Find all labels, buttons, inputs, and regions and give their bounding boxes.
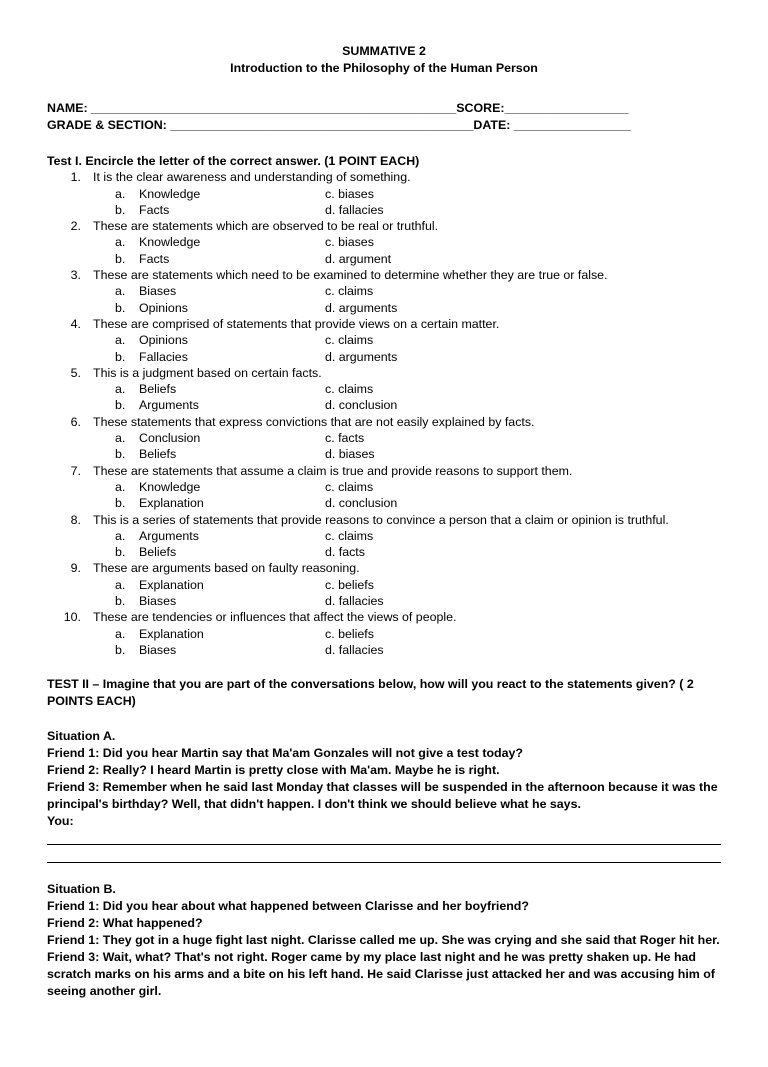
choice-letter: b.	[115, 349, 126, 364]
question-number: 3.	[70, 268, 81, 283]
choice-text: Facts	[139, 202, 170, 217]
choice-text: Facts	[139, 251, 170, 266]
answer-choices	[47, 283, 768, 316]
choice-letter: a.	[115, 382, 126, 397]
choice-letter: b.	[115, 300, 126, 315]
choice-text: c. claims	[325, 479, 374, 494]
situation-a-line: Friend 3: Remember when he said last Monday that classes will be suspended in the afternoon because it was the principal's birthday? Well, that didn't happen. I don't think we should believe what he says.	[47, 780, 718, 812]
answer-choices	[47, 332, 768, 365]
situation-b-label: Situation B.	[47, 882, 116, 897]
choice-c[interactable]	[325, 332, 373, 348]
choice-text: c. beliefs	[325, 626, 374, 641]
choice-d[interactable]	[325, 251, 391, 267]
choice-text: Beliefs	[139, 382, 177, 397]
situation-b	[47, 881, 721, 1000]
choice-letter: b.	[115, 202, 126, 217]
situation-b-line: Friend 1: They got in a huge fight last night. Clarisse called me up. She was crying and she said that Roger hit her.	[47, 933, 720, 948]
question-text: This is a judgment based on certain facts.	[93, 365, 322, 380]
answer-line[interactable]	[47, 845, 721, 863]
question-number: 10.	[63, 610, 81, 625]
question-text: This is a series of statements that provide reasons to convince a person that a claim or opinion is truthful.	[93, 512, 669, 527]
choice-letter: a.	[115, 333, 126, 348]
choice-text: c. claims	[325, 333, 374, 348]
question-item	[47, 414, 768, 430]
choice-letter: a.	[115, 528, 126, 543]
question-number: 1.	[70, 170, 81, 185]
choice-letter: a.	[115, 479, 126, 494]
choice-text: d. biases	[325, 447, 375, 462]
choice-text: Beliefs	[139, 545, 177, 560]
choice-d[interactable]	[325, 495, 397, 511]
choice-text: Beliefs	[139, 447, 177, 462]
choice-text: d. facts	[325, 545, 365, 560]
situation-a-label: Situation A.	[47, 729, 116, 744]
choice-text: d. fallacies	[325, 202, 384, 217]
choice-text: Opinions	[139, 300, 188, 315]
choice-text: Fallacies	[139, 349, 188, 364]
question-item	[47, 267, 768, 283]
question-item	[47, 512, 768, 528]
question-item	[47, 365, 768, 381]
choice-d[interactable]	[325, 349, 397, 365]
situation-a-line: Friend 1: Did you hear Martin say that Ma'am Gonzales will not give a test today?	[47, 746, 523, 761]
choice-text: c. biases	[325, 186, 374, 201]
choice-letter: b.	[115, 642, 126, 657]
test2-title: TEST II – Imagine that you are part of the conversations below, how will you react to the statements given? ( 2 POINTS EACH)	[47, 677, 694, 709]
answer-line[interactable]	[47, 830, 721, 845]
question-item	[47, 316, 768, 332]
question-number: 5.	[70, 365, 81, 380]
choice-text: d. argument	[325, 251, 392, 266]
choice-c[interactable]	[325, 283, 373, 299]
choice-text: Arguments	[139, 528, 199, 543]
grade-date-row: GRADE & SECTION: ____________________________________________DATE: _________________	[47, 118, 631, 132]
question-number: 8.	[70, 512, 81, 527]
choice-c[interactable]	[325, 234, 374, 250]
worksheet-page	[0, 43, 768, 1067]
test1-title: Test I. Encircle the letter of the correct answer. (1 POINT EACH)	[47, 154, 420, 168]
test1-question-list	[47, 169, 768, 658]
choice-letter: a.	[115, 235, 126, 250]
choice-c[interactable]	[325, 479, 373, 495]
choice-letter: b.	[115, 545, 126, 560]
question-number: 6.	[70, 414, 81, 429]
choice-text: Arguments	[139, 398, 199, 413]
choice-text: c. biases	[325, 235, 374, 250]
choice-text: Biases	[139, 284, 177, 299]
choice-text: Biases	[139, 594, 177, 609]
choice-text: d. fallacies	[325, 594, 384, 609]
answer-choices	[47, 577, 768, 610]
choice-d[interactable]	[325, 300, 397, 316]
choice-text: Explanation	[139, 626, 204, 641]
choice-d[interactable]	[325, 446, 375, 462]
question-number: 4.	[70, 316, 81, 331]
choice-text: d. conclusion	[325, 398, 398, 413]
question-text: These are tendencies or influences that affect the views of people.	[93, 610, 457, 625]
worksheet-title: SUMMATIVE 2	[342, 44, 426, 58]
answer-choices	[47, 626, 768, 659]
choice-letter: b.	[115, 496, 126, 511]
choice-c[interactable]	[325, 430, 364, 446]
situation-a	[47, 728, 721, 830]
choice-text: Knowledge	[139, 186, 201, 201]
choice-text: c. claims	[325, 382, 374, 397]
choice-d[interactable]	[325, 642, 384, 658]
situation-a-you-label: You:	[47, 814, 74, 829]
question-text: These are statements that assume a claim is true and provide reasons to support them.	[93, 463, 573, 478]
choice-text: Opinions	[139, 333, 188, 348]
situation-b-line: Friend 2: What happened?	[47, 916, 203, 931]
question-text: It is the clear awareness and understanding of something.	[93, 170, 411, 185]
choice-text: Explanation	[139, 577, 204, 592]
question-text: These are statements which need to be examined to determine whether they are true or false.	[93, 268, 608, 283]
choice-text: c. claims	[325, 284, 374, 299]
answer-choices	[47, 234, 768, 267]
choice-text: c. facts	[325, 431, 365, 446]
answer-choices	[47, 381, 768, 414]
choice-d[interactable]	[325, 202, 384, 218]
choice-d[interactable]	[325, 544, 365, 560]
name-score-row: NAME: _____________________________________________________SCORE:__________________	[47, 101, 629, 115]
choice-c[interactable]	[325, 528, 373, 544]
choice-letter: a.	[115, 577, 126, 592]
worksheet-header	[0, 43, 768, 77]
choice-text: c. beliefs	[325, 577, 374, 592]
situation-b-line: Friend 3: Wait, what? That's not right. Roger came by my place last night and he was pretty shaken up. He had scratch marks on his arms and a bite on his left hand. He said Clarisse just attacked her and was accusing him of seeing another girl.	[47, 950, 715, 999]
choice-c[interactable]	[325, 186, 374, 202]
question-text: These are comprised of statements that provide views on a certain matter.	[93, 316, 500, 331]
choice-text: d. fallacies	[325, 642, 384, 657]
choice-letter: b.	[115, 398, 126, 413]
choice-text: c. claims	[325, 528, 374, 543]
question-item	[47, 609, 768, 625]
question-item	[47, 169, 768, 185]
choice-letter: b.	[115, 594, 126, 609]
question-item	[47, 218, 768, 234]
choice-c[interactable]	[325, 577, 374, 593]
worksheet-subtitle: Introduction to the Philosophy of the Human Person	[230, 61, 538, 75]
question-text: These are arguments based on faulty reasoning.	[93, 561, 360, 576]
choice-letter: a.	[115, 284, 126, 299]
question-number: 2.	[70, 219, 81, 234]
answer-choices	[47, 430, 768, 463]
question-text: These statements that express convictions that are not easily explained by facts.	[93, 414, 535, 429]
choice-letter: a.	[115, 431, 126, 446]
choice-text: d. arguments	[325, 300, 398, 315]
question-text: These are statements which are observed to be real or truthful.	[93, 219, 439, 234]
choice-text: Conclusion	[139, 431, 201, 446]
student-info-fields	[47, 100, 768, 134]
choice-d[interactable]	[325, 593, 384, 609]
choice-letter: b.	[115, 447, 126, 462]
question-item	[47, 463, 768, 479]
situation-b-line: Friend 1: Did you hear about what happened between Clarisse and her boyfriend?	[47, 899, 529, 914]
choice-text: d. conclusion	[325, 496, 398, 511]
choice-letter: a.	[115, 186, 126, 201]
choice-text: Biases	[139, 642, 177, 657]
question-item	[47, 560, 768, 576]
choice-text: Explanation	[139, 496, 204, 511]
choice-c[interactable]	[325, 626, 374, 642]
question-number: 7.	[70, 463, 81, 478]
choice-d[interactable]	[325, 397, 397, 413]
answer-choices	[47, 186, 768, 219]
choice-text: Knowledge	[139, 235, 201, 250]
choice-c[interactable]	[325, 381, 373, 397]
choice-letter: a.	[115, 626, 126, 641]
answer-choices	[47, 528, 768, 561]
choice-text: Knowledge	[139, 479, 201, 494]
situation-a-line: Friend 2: Really? I heard Martin is pretty close with Ma'am. Maybe he is right.	[47, 763, 500, 778]
choice-text: d. arguments	[325, 349, 398, 364]
answer-choices	[47, 479, 768, 512]
question-number: 9.	[70, 561, 81, 576]
choice-letter: b.	[115, 251, 126, 266]
